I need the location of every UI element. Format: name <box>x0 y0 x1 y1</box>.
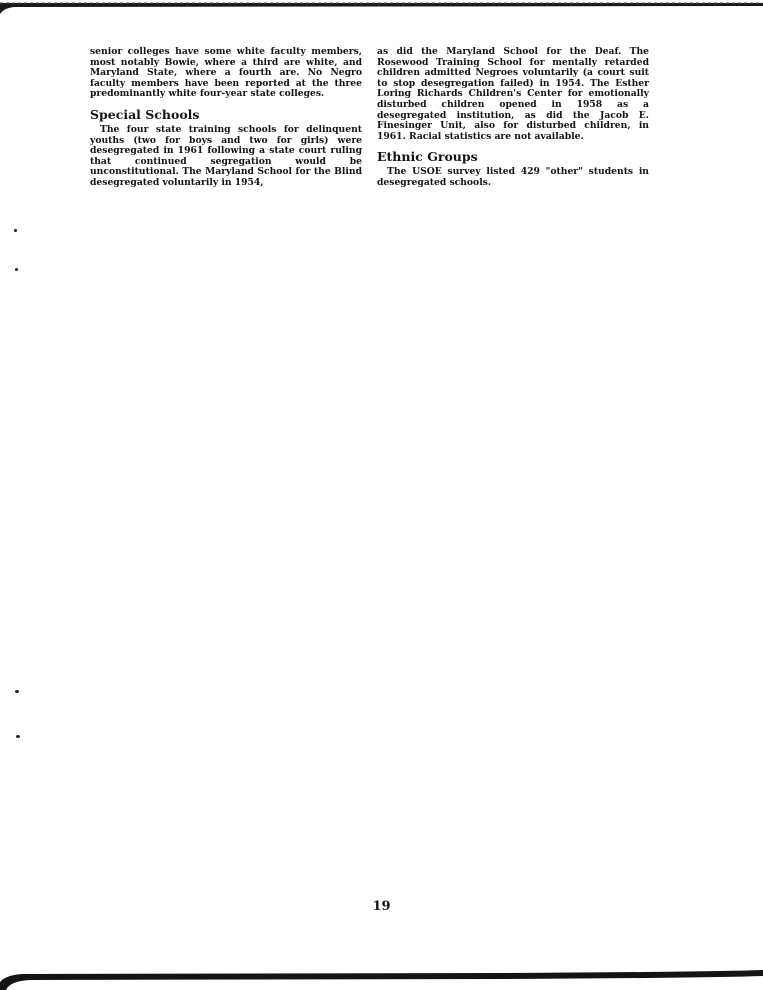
scan-speck <box>16 735 20 738</box>
scan-speck <box>14 229 17 232</box>
section-heading-special-schools: Special Schools <box>90 106 200 122</box>
left-column <box>90 47 362 189</box>
scan-speck <box>15 268 18 271</box>
scan-speck <box>15 690 19 693</box>
scan-edge-top <box>0 2 763 16</box>
left-paragraph-1: senior colleges have some white faculty members, most notably Bowie, where a third are white, and Maryland State, where a fourth are. No Negro faculty members have been reported at the three predominantly white four-year state colleges. <box>90 46 362 100</box>
section-heading-ethnic-groups: Ethnic Groups <box>377 149 478 165</box>
right-column <box>377 47 649 189</box>
scan-edge-bottom <box>0 962 763 990</box>
right-paragraph-1: as did the Maryland School for the Deaf. The Rosewood Training School for mentally retarded children admitted Negroes voluntarily (a court suit to stop desegregation failed) in 1954. The Esther Loring Richards Children's Center for emotionally disturbed children opened in 1958 as a desegregated institution, as did the Jacob E. Finesinger Unit, also for disturbed children, in 1961. Racial statistics are not available. <box>377 46 649 142</box>
page-number: 19 <box>372 899 391 914</box>
right-paragraph-2: The USOE survey listed 429 "other" students in desegregated schools. <box>377 166 649 188</box>
left-paragraph-2: The four state training schools for delinquent youths (two for boys and two for girls) were desegregated in 1961 following a state court ruling that continued segregation would be unconstitutional. The Maryland School for the Blind desegregated voluntarily in 1954, <box>90 123 362 188</box>
